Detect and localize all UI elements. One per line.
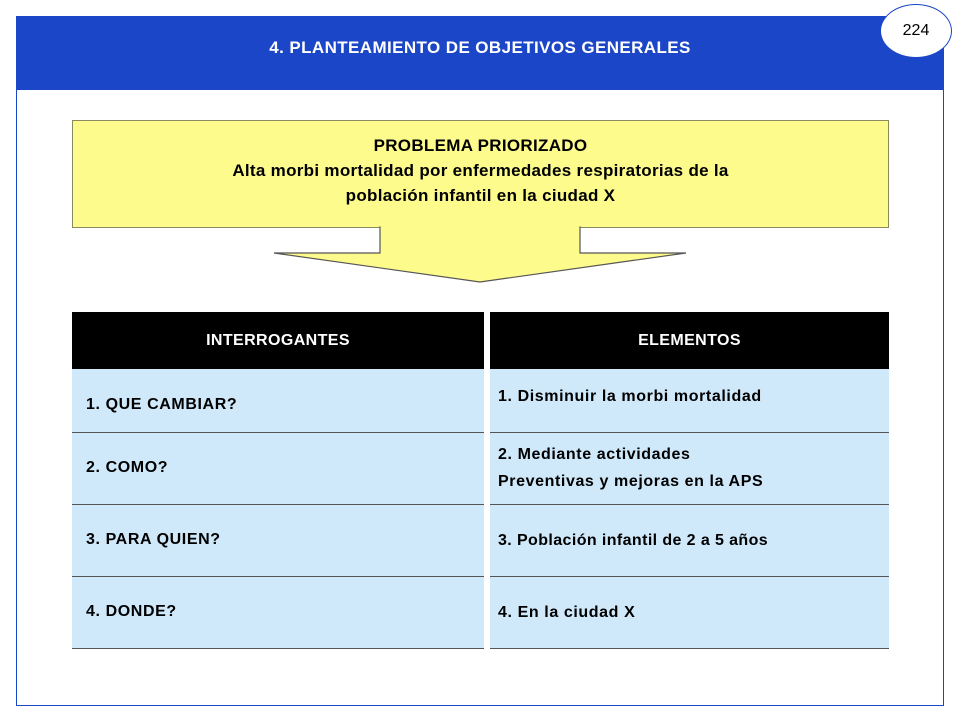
column-header-elementos: ELEMENTOS (490, 312, 889, 369)
element-text-line-2: Preventivas y mejoras en la APS (498, 473, 764, 490)
column-header-interrogantes: INTERROGANTES (72, 312, 484, 369)
question-text: 1. QUE CAMBIAR? (86, 395, 238, 413)
problem-box (72, 120, 889, 228)
row-divider (490, 648, 889, 649)
question-text: 3. PARA QUIEN? (86, 531, 221, 548)
row-divider (72, 648, 484, 649)
table-row-element (490, 432, 889, 504)
table-row-question (72, 576, 484, 648)
row-divider (72, 432, 484, 433)
element-text: 3. Población infantil de 2 a 5 años (498, 531, 769, 549)
question-text: 4. DONDE? (86, 603, 177, 620)
table-row-question (72, 432, 484, 504)
row-divider (490, 504, 889, 505)
table-row-question (72, 504, 484, 576)
row-divider (72, 504, 484, 505)
table-row-element (490, 576, 889, 648)
element-text: 1. Disminuir la morbi mortalidad (498, 388, 762, 405)
row-divider (490, 432, 889, 433)
problem-line-2: población infantil en la ciudad X (345, 186, 616, 205)
element-text: 2. Mediante actividades (498, 446, 691, 463)
page-number-badge: 224 (880, 4, 952, 58)
slide-title: 4. PLANTEAMIENTO DE OBJETIVOS GENERALES (269, 38, 691, 57)
problem-line-1: Alta morbi mortalidad por enfermedades respiratorias de la (232, 161, 729, 180)
down-arrow-icon (270, 225, 690, 285)
table-row-element (490, 369, 889, 432)
problem-heading: PROBLEMA PRIORIZADO (373, 136, 588, 155)
question-text: 2. COMO? (86, 459, 169, 476)
table-row-element (490, 504, 889, 576)
element-text: 4. En la ciudad X (498, 603, 636, 621)
table-row-question (72, 369, 484, 432)
row-divider (490, 576, 889, 577)
row-divider (72, 576, 484, 577)
